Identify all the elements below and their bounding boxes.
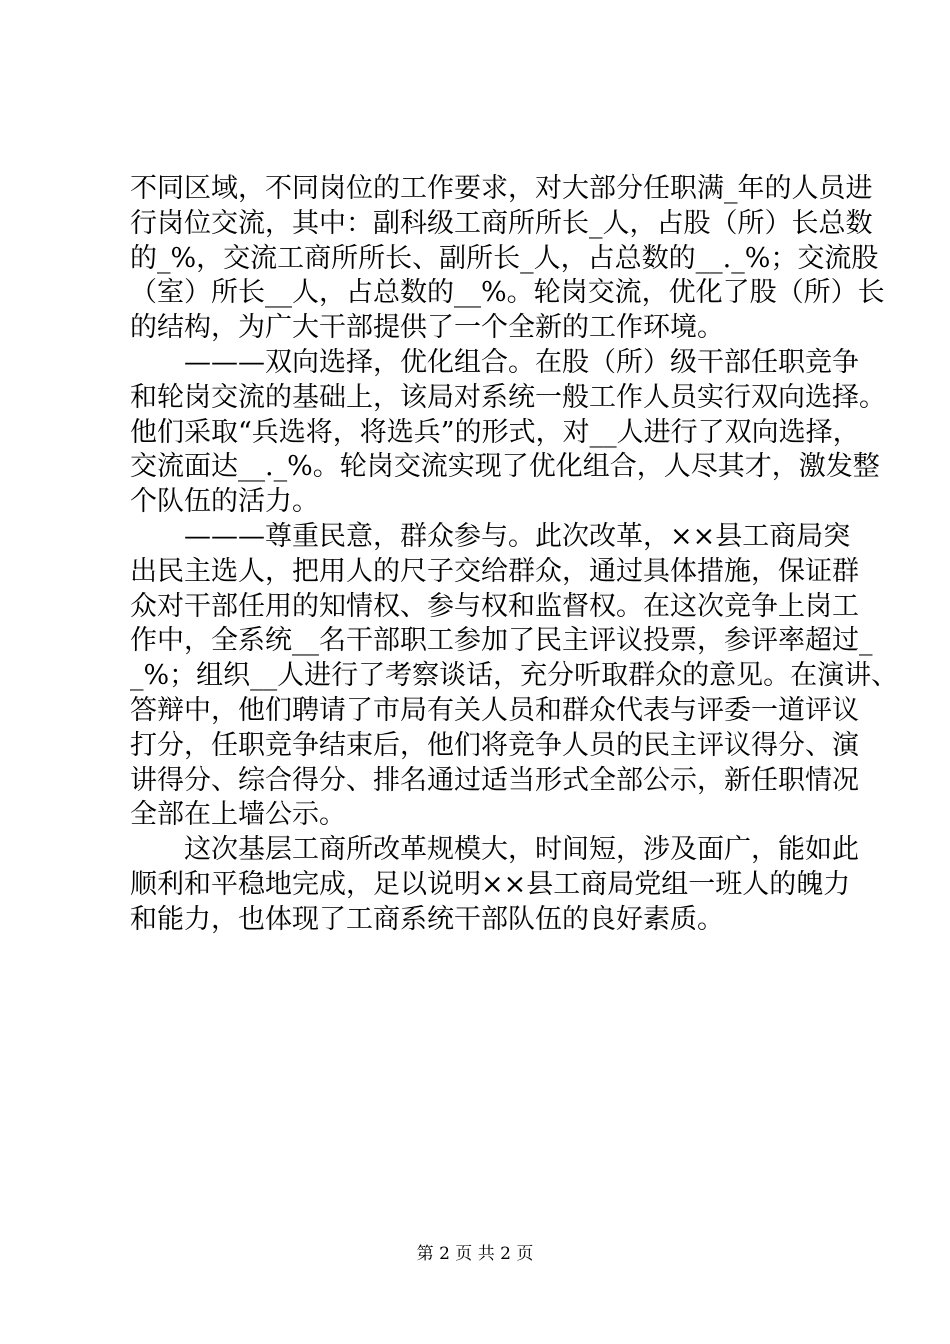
text-line: ———尊重民意，群众参与。此次改革，××县工商局突 xyxy=(130,520,851,552)
text-line: ———双向选择，优化组合。在股（所）级干部任职竞争 xyxy=(130,346,859,378)
text-line: 出民主选人，把用人的尺子交给群众，通过具体措施，保证群 xyxy=(130,555,859,587)
document-body xyxy=(130,172,899,938)
text-line: 他们采取“兵选将，将选兵”的形式，对__人进行了双向选择， xyxy=(130,416,860,448)
text-line: 行岗位交流，其中：副科级工商所所长_人，占股（所）长总数 xyxy=(130,207,873,239)
text-line: 讲得分、综合得分、排名通过适当形式全部公示，新任职情况 xyxy=(130,764,859,796)
text-line: 的结构，为广大干部提供了一个全新的工作环境。 xyxy=(130,312,724,344)
text-line: 和轮岗交流的基础上，该局对系统一般工作人员实行双向选择。 xyxy=(130,381,886,413)
text-line: 和能力，也体现了工商系统干部队伍的良好素质。 xyxy=(130,903,724,935)
text-line: 个队伍的活力。 xyxy=(130,486,319,518)
text-line: 的_%，交流工商所所长、副所长_人，占总数的__._%；交流股 xyxy=(130,242,879,274)
text-line: 全部在上墙公示。 xyxy=(130,799,346,831)
text-line: （室）所长__人，占总数的__%。轮岗交流，优化了股（所）长 xyxy=(130,277,885,309)
text-line: 交流面达__._%。轮岗交流实现了优化组合，人尽其才，激发整 xyxy=(130,451,880,483)
text-line: _%；组织__人进行了考察谈话，充分听取群众的意见。在演讲、 xyxy=(130,660,899,692)
text-line: 不同区域，不同岗位的工作要求，对大部分任职满_年的人员进 xyxy=(130,173,873,204)
page-footer: 第 2 页 共 2 页 xyxy=(416,1244,534,1264)
text-line: 打分，任职竞争结束后，他们将竞争人员的民主评议得分、演 xyxy=(130,729,859,761)
text-line: 作中，全系统__名干部职工参加了民主评议投票，参评率超过_ xyxy=(130,625,873,657)
text-line: 众对干部任用的知情权、参与权和监督权。在这次竞争上岗工 xyxy=(130,590,859,622)
text-line: 答辩中，他们聘请了市局有关人员和群众代表与评委一道评议 xyxy=(130,694,859,726)
text-line: 顺利和平稳地完成，足以说明××县工商局党组一班人的魄力 xyxy=(130,868,851,900)
text-line: 这次基层工商所改革规模大，时间短，涉及面广，能如此 xyxy=(130,834,859,866)
